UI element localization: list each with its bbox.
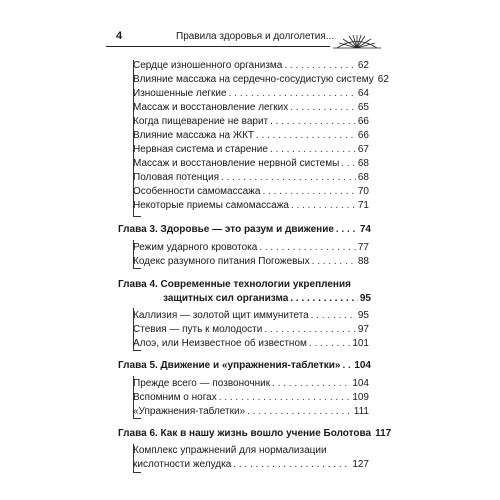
toc-entry[interactable]: Особенности самомассажа . . . 70 — [133, 186, 369, 198]
toc-entry[interactable]: Влияние массажа на ЖКТ . . . 66 — [133, 130, 369, 142]
toc-entry[interactable]: Половая потенция . . . 68 — [133, 172, 369, 184]
toc-entry[interactable]: Нервная система и старение . . . 67 — [133, 144, 369, 156]
toc-entry[interactable]: Некоторые приемы самомассажа . . . 71 — [133, 200, 369, 212]
toc-entry[interactable]: Вспомним о ногах . . . 109 — [133, 392, 369, 404]
toc-chapter-heading[interactable]: Глава 6. Как в нашу жизнь вошло учение Болотова 117 — [118, 428, 392, 439]
toc-entry[interactable]: «Упражнения-таблетки» . . . 111 — [133, 406, 369, 418]
toc-entry[interactable]: Изношенные легкие . . . 64 — [133, 88, 369, 100]
toc-entry[interactable]: Комплекс упражнений для нормализации кислотности желудка . . . 127 — [133, 444, 369, 472]
toc-entry[interactable]: Каллизия — золотой щит иммунитета . . . 95 — [133, 310, 369, 322]
section-bracket-end — [133, 216, 141, 217]
page-number: 4 — [116, 30, 123, 42]
toc-entry[interactable]: Стевия — путь к молодости . . . 97 — [133, 324, 369, 336]
toc-entry[interactable]: Режим ударного кровотока . . . 77 — [133, 242, 369, 254]
section-bracket-end — [133, 418, 141, 419]
toc-entry[interactable]: Влияние массажа на сердечно-сосудистую систему 62 — [133, 74, 389, 85]
section-bracket-end — [133, 350, 141, 351]
toc-entry[interactable]: Сердце изношенного организма . . . 62 — [133, 60, 369, 72]
toc-entry[interactable]: Массаж и восстановление легких . . . 65 — [133, 102, 369, 114]
toc-chapter-heading[interactable]: Глава 3. Здоровье — это разум и движение . . . 74 — [118, 224, 371, 236]
toc-entry[interactable]: Массаж и восстановление нервной системы . . . 68 — [133, 158, 369, 170]
toc-entry[interactable]: Кодекс разумного питания Погожевых . . . 88 — [133, 256, 369, 268]
toc-chapter-heading[interactable]: Глава 5. Движение и «упражнения-таблетки» . . . 104 — [118, 360, 371, 372]
section-bracket-end — [133, 472, 141, 473]
section-bracket-end — [133, 268, 141, 269]
toc-entry[interactable]: Когда пищеварение не варит . . . 66 — [133, 116, 369, 128]
toc-entry[interactable]: Прежде всего — позвоночник . . . 104 — [133, 378, 369, 390]
toc-chapter-heading[interactable]: Глава 4. Современные технологии укрепления защитных сил организма . . . 95 — [118, 278, 371, 306]
toc-entry[interactable]: Алоэ, или Неизвестное об известном . . . 101 — [133, 338, 369, 350]
running-title: Правила здоровья и долголетия... — [176, 31, 335, 42]
